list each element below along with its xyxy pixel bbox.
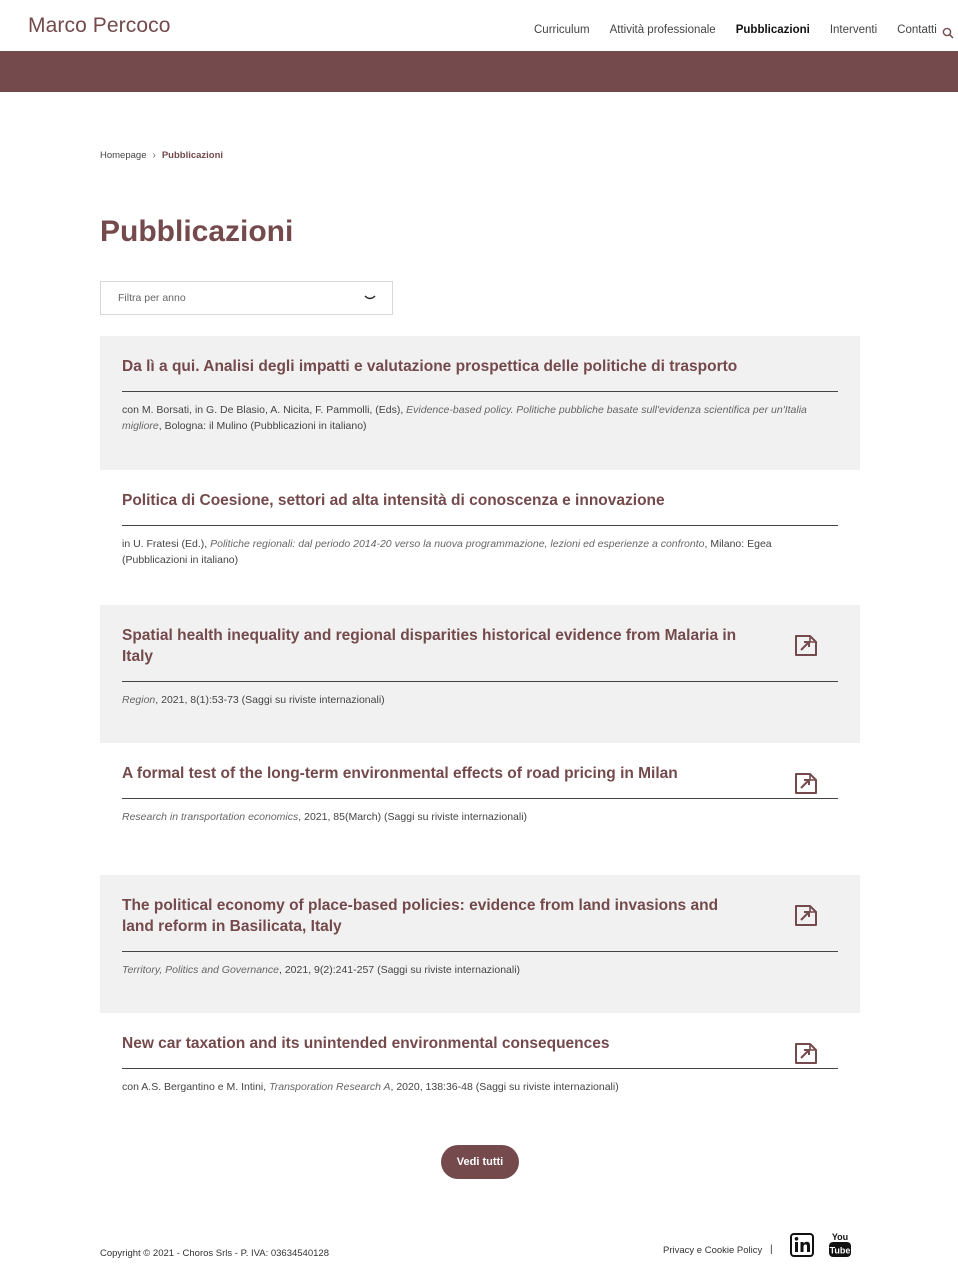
- svg-text:You: You: [831, 1232, 849, 1242]
- publication-meta-suffix: , 2021, 85(March) (Saggi su riviste internazionali): [298, 811, 528, 823]
- publication-title[interactable]: A formal test of the long-term environmental effects of road pricing in Milan: [122, 765, 678, 782]
- publication-card: [100, 470, 860, 605]
- publication-meta: [122, 682, 838, 708]
- publication-source: Politiche regionali: dal periodo 2014-20 verso la nuova programmazione, lezioni ed esperienze a confronto: [210, 538, 705, 550]
- search-icon[interactable]: [942, 27, 954, 39]
- youtube-icon[interactable]: [828, 1230, 852, 1258]
- publication-card: [100, 743, 860, 875]
- external-link-icon[interactable]: [794, 903, 818, 927]
- publication-title[interactable]: New car taxation and its unintended environmental consequences: [122, 1035, 610, 1052]
- publication-meta-suffix: , 2021, 8(1):53-73 (Saggi su riviste internazionali): [155, 694, 385, 706]
- nav-curriculum[interactable]: Curriculum: [534, 24, 590, 36]
- external-link-icon[interactable]: [794, 633, 818, 657]
- publication-title[interactable]: The political economy of place-based policies: evidence from land invasions and land reform in Basilicata, Italy: [122, 897, 719, 935]
- publication-card: [100, 605, 860, 743]
- chevron-down-icon: [364, 294, 376, 302]
- publication-source: Territory, Politics and Governance: [122, 964, 279, 976]
- publications-list: [100, 336, 860, 1131]
- publication-meta: [122, 392, 838, 434]
- publication-card: [100, 336, 860, 470]
- publication-meta-suffix: , 2020, 138:36-48 (Saggi su riviste internazionali): [390, 1081, 619, 1093]
- publication-meta: [122, 799, 838, 825]
- publication-meta-suffix: , 2021, 9(2):241-257 (Saggi su riviste internazionali): [279, 964, 521, 976]
- header-band: [0, 51, 958, 92]
- publication-card: [100, 1013, 860, 1131]
- footer-copyright: Copyright © 2021 - Choros Srls - P. IVA: 03634540128: [100, 1248, 329, 1259]
- year-filter-placeholder: Filtra per anno: [118, 292, 186, 304]
- site-brand[interactable]: Marco Percoco: [28, 14, 171, 37]
- nav-pubblicazioni[interactable]: Pubblicazioni: [735, 24, 810, 36]
- year-filter-select[interactable]: [100, 281, 393, 315]
- publication-meta: [122, 1069, 838, 1095]
- see-all-button[interactable]: Vedi tutti: [441, 1145, 519, 1179]
- publication-meta-suffix: , Milano: Egea (Pubblicazioni in italiano): [122, 538, 772, 566]
- site-header: [0, 0, 958, 51]
- nav-attivita-professionale[interactable]: Attività professionale: [609, 24, 716, 36]
- publication-meta: [122, 952, 838, 978]
- nav-interventi[interactable]: Interventi: [829, 24, 878, 36]
- publication-meta-prefix: con M. Borsati, in G. De Blasio, A. Nicita, F. Pammolli, (Eds),: [122, 404, 407, 416]
- publication-meta-prefix: in U. Fratesi (Ed.),: [122, 538, 211, 550]
- breadcrumb-home[interactable]: Homepage: [100, 150, 147, 161]
- publication-source: Region: [122, 694, 156, 706]
- publication-title[interactable]: Politica di Coesione, settori ad alta intensità di conoscenza e innovazione: [122, 492, 665, 509]
- publication-source: Research in transportation economics: [122, 811, 299, 823]
- breadcrumb-separator: ›: [152, 150, 156, 161]
- external-link-icon[interactable]: [794, 1041, 818, 1065]
- publication-meta: [122, 526, 838, 568]
- publication-meta-prefix: con A.S. Bergantino e M. Intini,: [122, 1081, 270, 1093]
- main-nav: [534, 24, 957, 36]
- publication-title[interactable]: Da lì a qui. Analisi degli impatti e valutazione prospettica delle politiche di trasporto: [122, 358, 738, 375]
- svg-text:Tube: Tube: [829, 1245, 851, 1256]
- linkedin-icon[interactable]: [790, 1233, 814, 1257]
- publication-meta-suffix: , Bologna: il Mulino (Pubblicazioni in italiano): [158, 420, 367, 432]
- publication-source: Transporation Research A: [269, 1081, 391, 1093]
- page-title: Pubblicazioni: [100, 215, 294, 248]
- privacy-policy-link[interactable]: Privacy e Cookie Policy: [663, 1245, 763, 1256]
- publication-card: [100, 875, 860, 1013]
- external-link-icon[interactable]: [794, 771, 818, 795]
- footer-separator: |: [770, 1244, 773, 1255]
- publication-source: Evidence-based policy. Politiche pubbliche basate sull'evidenza scientifica per un'Italia migliore: [122, 404, 807, 432]
- breadcrumb-current: Pubblicazioni: [161, 150, 224, 161]
- nav-contatti[interactable]: Contatti: [897, 24, 937, 36]
- publication-title[interactable]: Spatial health inequality and regional disparities historical evidence from Malaria in Italy: [122, 627, 737, 665]
- breadcrumb: [100, 150, 223, 161]
